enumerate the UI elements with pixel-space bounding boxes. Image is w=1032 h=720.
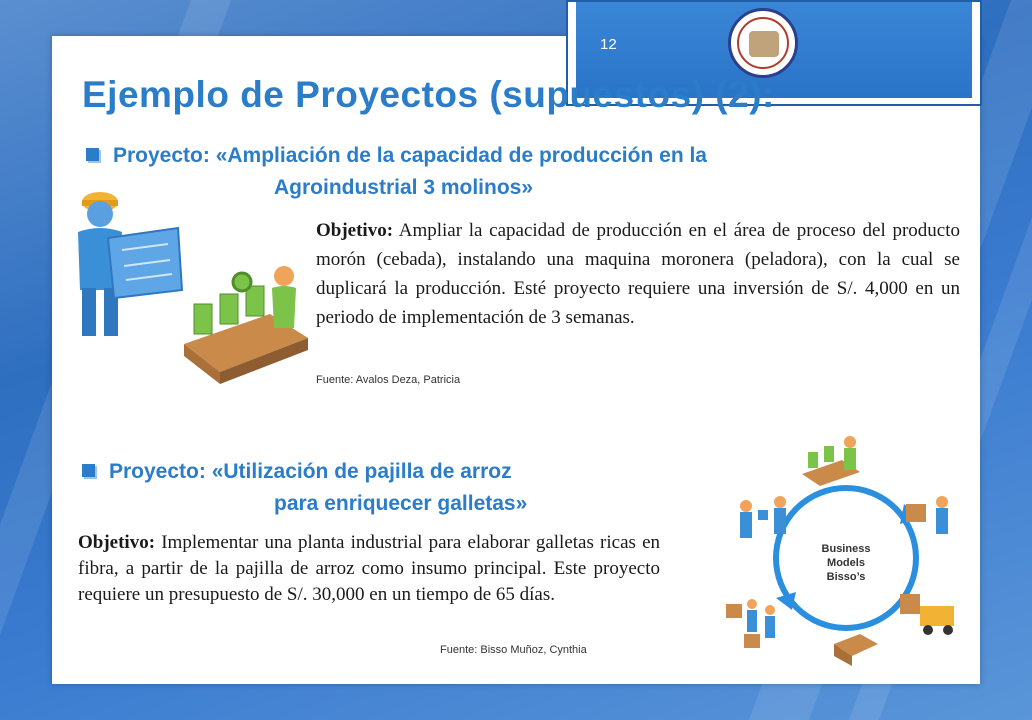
project1-label-line2: Agroindustrial 3 molinos» bbox=[274, 176, 534, 199]
project2-heading bbox=[82, 460, 512, 484]
project2-source: Fuente: Bisso Muñoz, Cynthia bbox=[440, 644, 587, 656]
project1-objective-label: Objetivo: bbox=[316, 220, 394, 241]
cycle-center-line3: Bisso’s bbox=[826, 571, 866, 583]
project1-objective-text: Ampliar la capacidad de producción en el área de proceso del producto morón (cebada), instalando una maquina moronera (peladora), con la cual se duplicará la producción. Esté proyecto requiere una inversión de S/. 4,000 en un periodo de implementación de 3 semanas. bbox=[316, 220, 960, 328]
project1-source: Fuente: Avalos Deza, Patricia bbox=[316, 374, 461, 386]
project2-objective bbox=[78, 530, 660, 608]
project2-label-line1: Proyecto: «Utilización de pajilla de arroz bbox=[109, 460, 512, 483]
slide-canvas bbox=[52, 36, 980, 684]
bullet-square-icon bbox=[86, 148, 99, 161]
cycle-center-line2: Models bbox=[827, 557, 865, 569]
project2-label-line2: para enriquecer galletas» bbox=[274, 492, 528, 515]
project2-objective-label: Objetivo: bbox=[78, 532, 156, 553]
cycle-center-line1: Business bbox=[821, 543, 871, 555]
engineer-blueprint-icon bbox=[60, 180, 190, 340]
slide-title: Ejemplo de Proyectos (supuestos) (2): bbox=[82, 74, 775, 115]
business-model-cycle-diagram bbox=[724, 434, 974, 666]
project1-objective bbox=[316, 216, 960, 332]
factory-conveyor-icon bbox=[180, 264, 312, 400]
project2-objective-text: Implementar una planta industrial para elaborar galletas ricas en fibra, a partir de la pajilla de arroz como insumo principal. Este proyecto requiere un presupuesto de S/. 30,000 en un tiempo de 65 días. bbox=[78, 532, 661, 605]
bullet-square-icon bbox=[82, 464, 95, 477]
university-seal-logo bbox=[728, 8, 798, 78]
project1-heading bbox=[86, 144, 707, 168]
project1-label-line1: Proyecto: «Ampliación de la capacidad de producción en la bbox=[113, 144, 707, 167]
page-number: 12 bbox=[600, 36, 617, 53]
